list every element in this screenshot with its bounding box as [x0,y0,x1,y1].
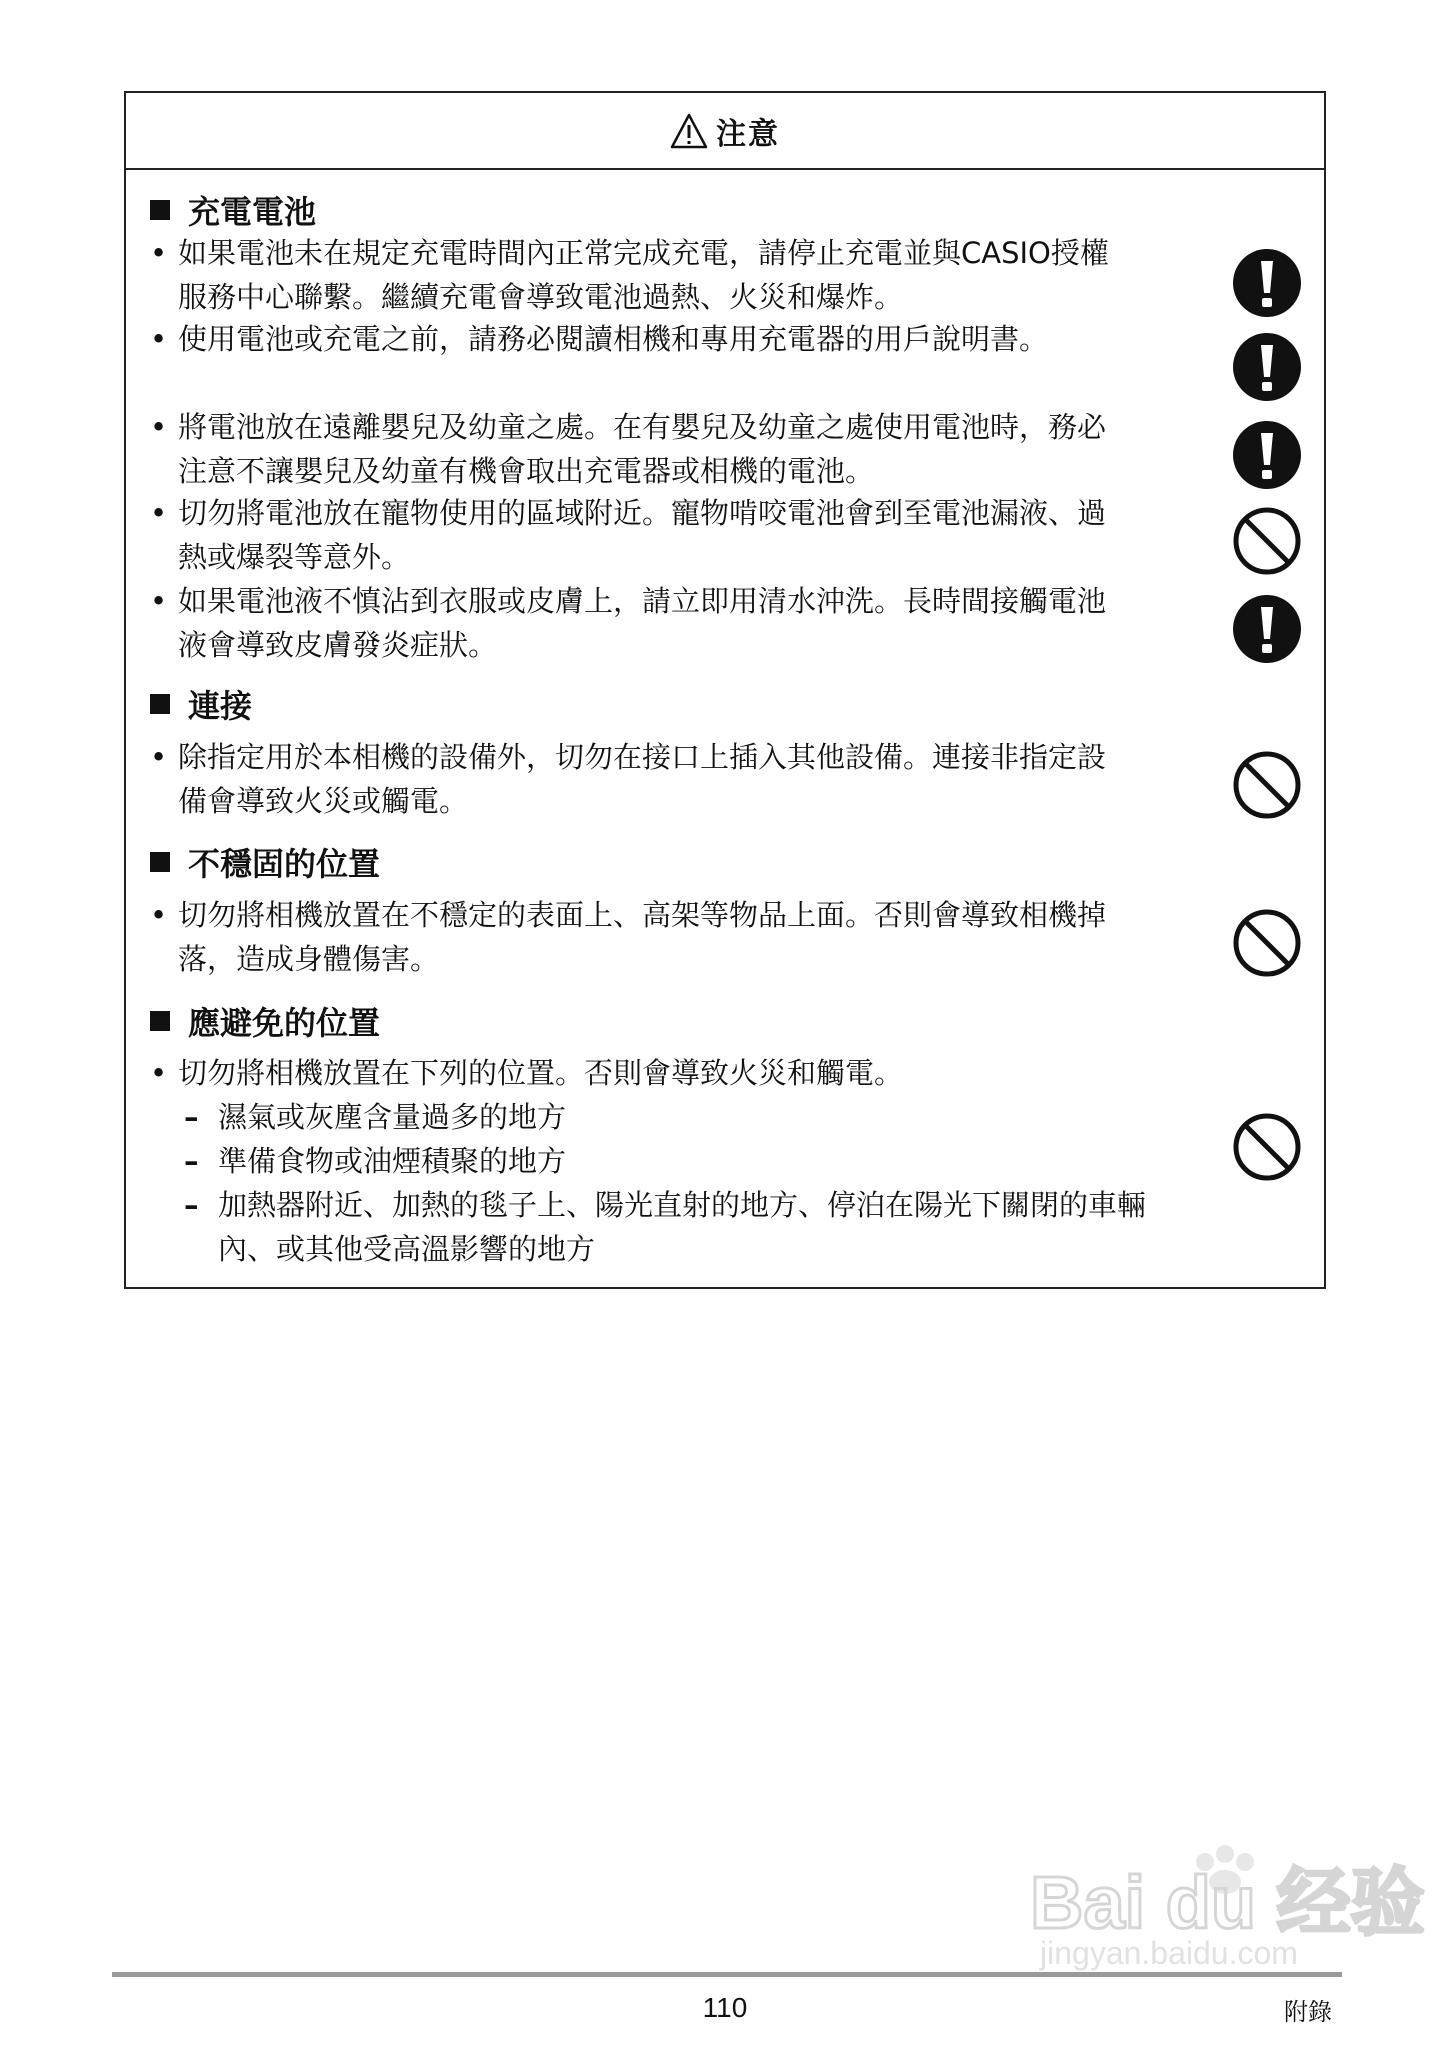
item-line-text: 液會導致皮膚發炎症狀。 [178,628,498,662]
bullet-mark: • [150,322,168,356]
section-title: 不穩固的位置 [188,845,381,883]
sub-item-text: 濕氣或灰塵含量過多的地方 [218,1100,567,1134]
bullet-mark: • [150,1056,168,1090]
bullet-mark: • [150,410,168,444]
item-line-text: 如果電池未在規定充電時間內正常完成充電，請停止充電並與CASIO授權 [178,236,1109,270]
section-heading-battery [150,187,316,233]
caution-box [124,91,1326,1289]
item-line-text: 落，造成身體傷害。 [178,942,440,976]
item-line [178,405,1178,493]
item-line-text: 切勿將相機放置在不穩定的表面上、高架等物品上面。否則會導致相機掉 [178,898,1107,932]
list-item [150,735,1312,823]
sub-list-item [184,1095,1312,1139]
item-line-text: 如果電池液不慎沾到衣服或皮膚上，請立即用清水沖洗。長時間接觸電池 [178,584,1107,618]
square-bullet-icon [150,694,170,714]
list-item [150,491,1312,579]
mandatory-exclamation-icon [1231,331,1303,403]
prohibited-icon [1231,505,1303,577]
dash-mark: – [184,1144,199,1178]
sub-item-lines [218,1183,1198,1271]
bullet-mark: • [150,740,168,774]
watermark-logo-text: Bai du 经验 [1030,1861,1425,1944]
mandatory-exclamation-icon [1231,247,1303,319]
item-line-text: 注意不讓嬰兒及幼童有機會取出充電器或相機的電池。 [178,454,875,488]
caution-title: 注意 [716,116,780,152]
section-title: 連接 [188,687,253,725]
bullet-mark: • [150,496,168,530]
item-line-text: 除指定用於本相機的設備外，切勿在接口上插入其他設備。連接非指定設 [178,740,1107,774]
page-number: 110 [702,1992,748,2023]
item-line [178,735,1178,823]
item-line-text: 服務中心聯繫。繼續充電會導致電池過熱、火災和爆炸。 [178,280,904,314]
square-bullet-icon [150,852,170,872]
bullet-mark: • [150,584,168,618]
square-bullet-icon [150,200,170,220]
caution-header [126,93,1324,170]
prohibited-icon [1231,907,1303,979]
item-line [178,893,1178,981]
footer-divider [112,1972,1342,1977]
sub-list-item [184,1139,1312,1183]
item-line [178,231,1178,319]
list-item [150,1051,1312,1271]
prohibited-icon [1231,749,1303,821]
mandatory-exclamation-icon [1231,419,1303,491]
dash-mark: – [184,1188,199,1222]
section-heading-locations-to-avoid [150,998,380,1044]
sub-item-text: 準備食物或油煙積聚的地方 [218,1144,567,1178]
watermark-url-text: jingyan.baidu.com [1040,1935,1298,1971]
item-line-text: 切勿將電池放在寵物使用的區域附近。寵物啃咬電池會到至電池漏液、過 [178,496,1107,530]
item-line-text: 使用電池或充電之前，請務必閱讀相機和專用充電器的用戶說明書。 [178,322,1049,356]
sub-item-text: 加熱器附近、加熱的毯子上、陽光直射的地方、停泊在陽光下關閉的車輛 [218,1188,1147,1222]
bullet-mark: • [150,236,168,270]
section-heading-unstable-location [150,839,380,885]
dash-mark: – [184,1100,199,1134]
section-label: 附錄 [1284,1998,1332,2026]
sub-list-item [184,1183,1312,1271]
item-line [178,579,1178,667]
item-line-text: 將電池放在遠離嬰兒及幼童之處。在有嬰兒及幼童之處使用電池時，務必 [178,410,1107,444]
mandatory-exclamation-icon [1231,593,1303,665]
list-item [150,317,1312,361]
warning-triangle-icon [670,113,708,149]
list-item [150,893,1312,981]
list-item [150,405,1312,493]
section-title: 充電電池 [188,193,317,231]
baidu-jingyan-watermark [1030,1840,1425,1971]
list-item [150,231,1312,319]
square-bullet-icon [150,1011,170,1031]
item-line-text: 切勿將相機放置在下列的位置。否則會導致火災和觸電。 [178,1056,904,1090]
prohibited-icon [1231,1111,1303,1183]
item-line-text: 熱或爆裂等意外。 [178,540,411,574]
list-item [150,579,1312,667]
section-title: 應避免的位置 [188,1004,381,1042]
sub-item-text: 內、或其他受高溫影響的地方 [218,1232,596,1266]
bullet-mark: • [150,898,168,932]
item-line [178,491,1178,579]
item-line-text: 備會導致火災或觸電。 [178,784,469,818]
section-heading-connection [150,681,252,727]
